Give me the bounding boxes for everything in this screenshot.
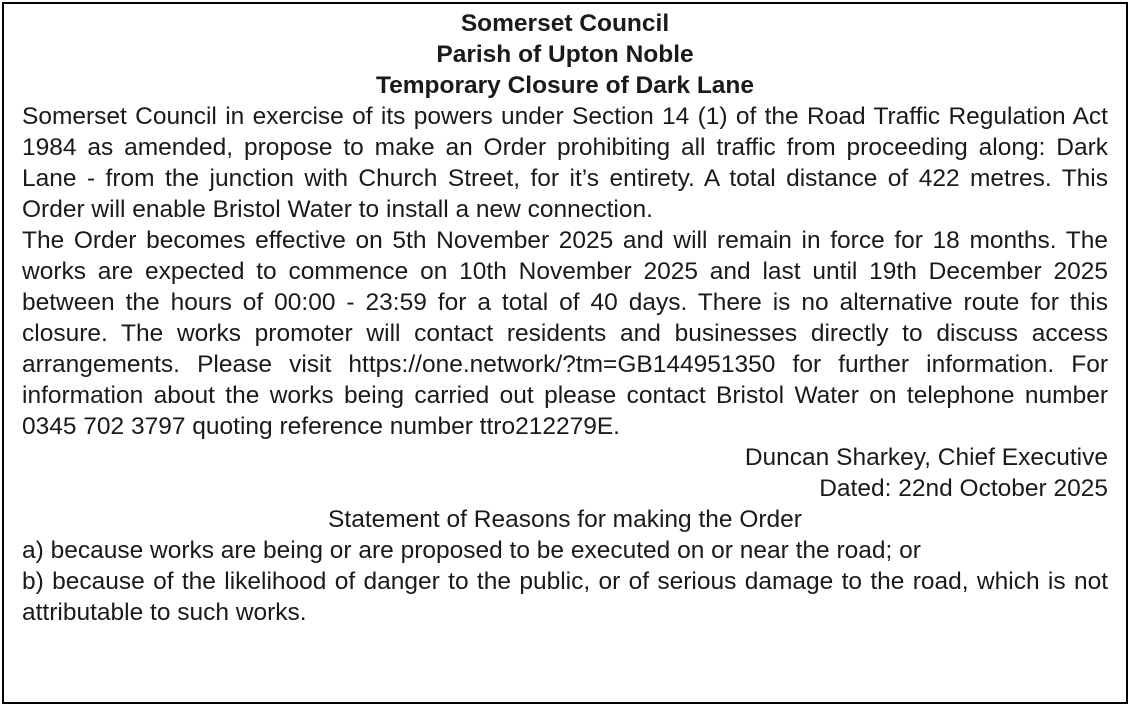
details-paragraph: The Order becomes effective on 5th November 2025 and will remain in force for 18 months. The works are expected to commence on 10th November 2025 and last until 19th December 2025 between the hours of 00:00 - 23:59 for a total of 40 days. There is no alternative route for this closure. The works promoter will contact residents and businesses directly to discuss access arrangements. Please visit https://one.network/?tm=GB144951350 for further information. For information about the works being carried out please contact Bristol Water on telephone number 0345 702 3797 quoting reference number ttro212279E.	[22, 227, 1108, 440]
reason-b: b) because of the likelihood of danger to the public, or of serious damage to the road, which is not attributable to such works.	[22, 568, 1108, 626]
date-line: Dated: 22nd October 2025	[819, 475, 1108, 502]
notice-title: Temporary Closure of Dark Lane	[375, 72, 755, 99]
signatory: Duncan Sharkey, Chief Executive	[744, 444, 1108, 471]
public-notice	[2, 2, 1128, 704]
reasons-heading: Statement of Reasons for making the Order	[328, 506, 802, 533]
reason-a: a) because works are being or are proposed to be executed on or near the road; or	[22, 537, 921, 564]
order-paragraph: Somerset Council in exercise of its powers under Section 14 (1) of the Road Traffic Regulation Act 1984 as amended, propose to make an Order prohibiting all traffic from proceeding along: Dark Lane - from the junction with Church Street, for it’s entirety. A total distance of 422 metres. This Order will enable Bristol Water to install a new connection.	[22, 103, 1108, 223]
parish-name: Parish of Upton Noble	[436, 41, 694, 68]
council-name: Somerset Council	[460, 10, 670, 37]
